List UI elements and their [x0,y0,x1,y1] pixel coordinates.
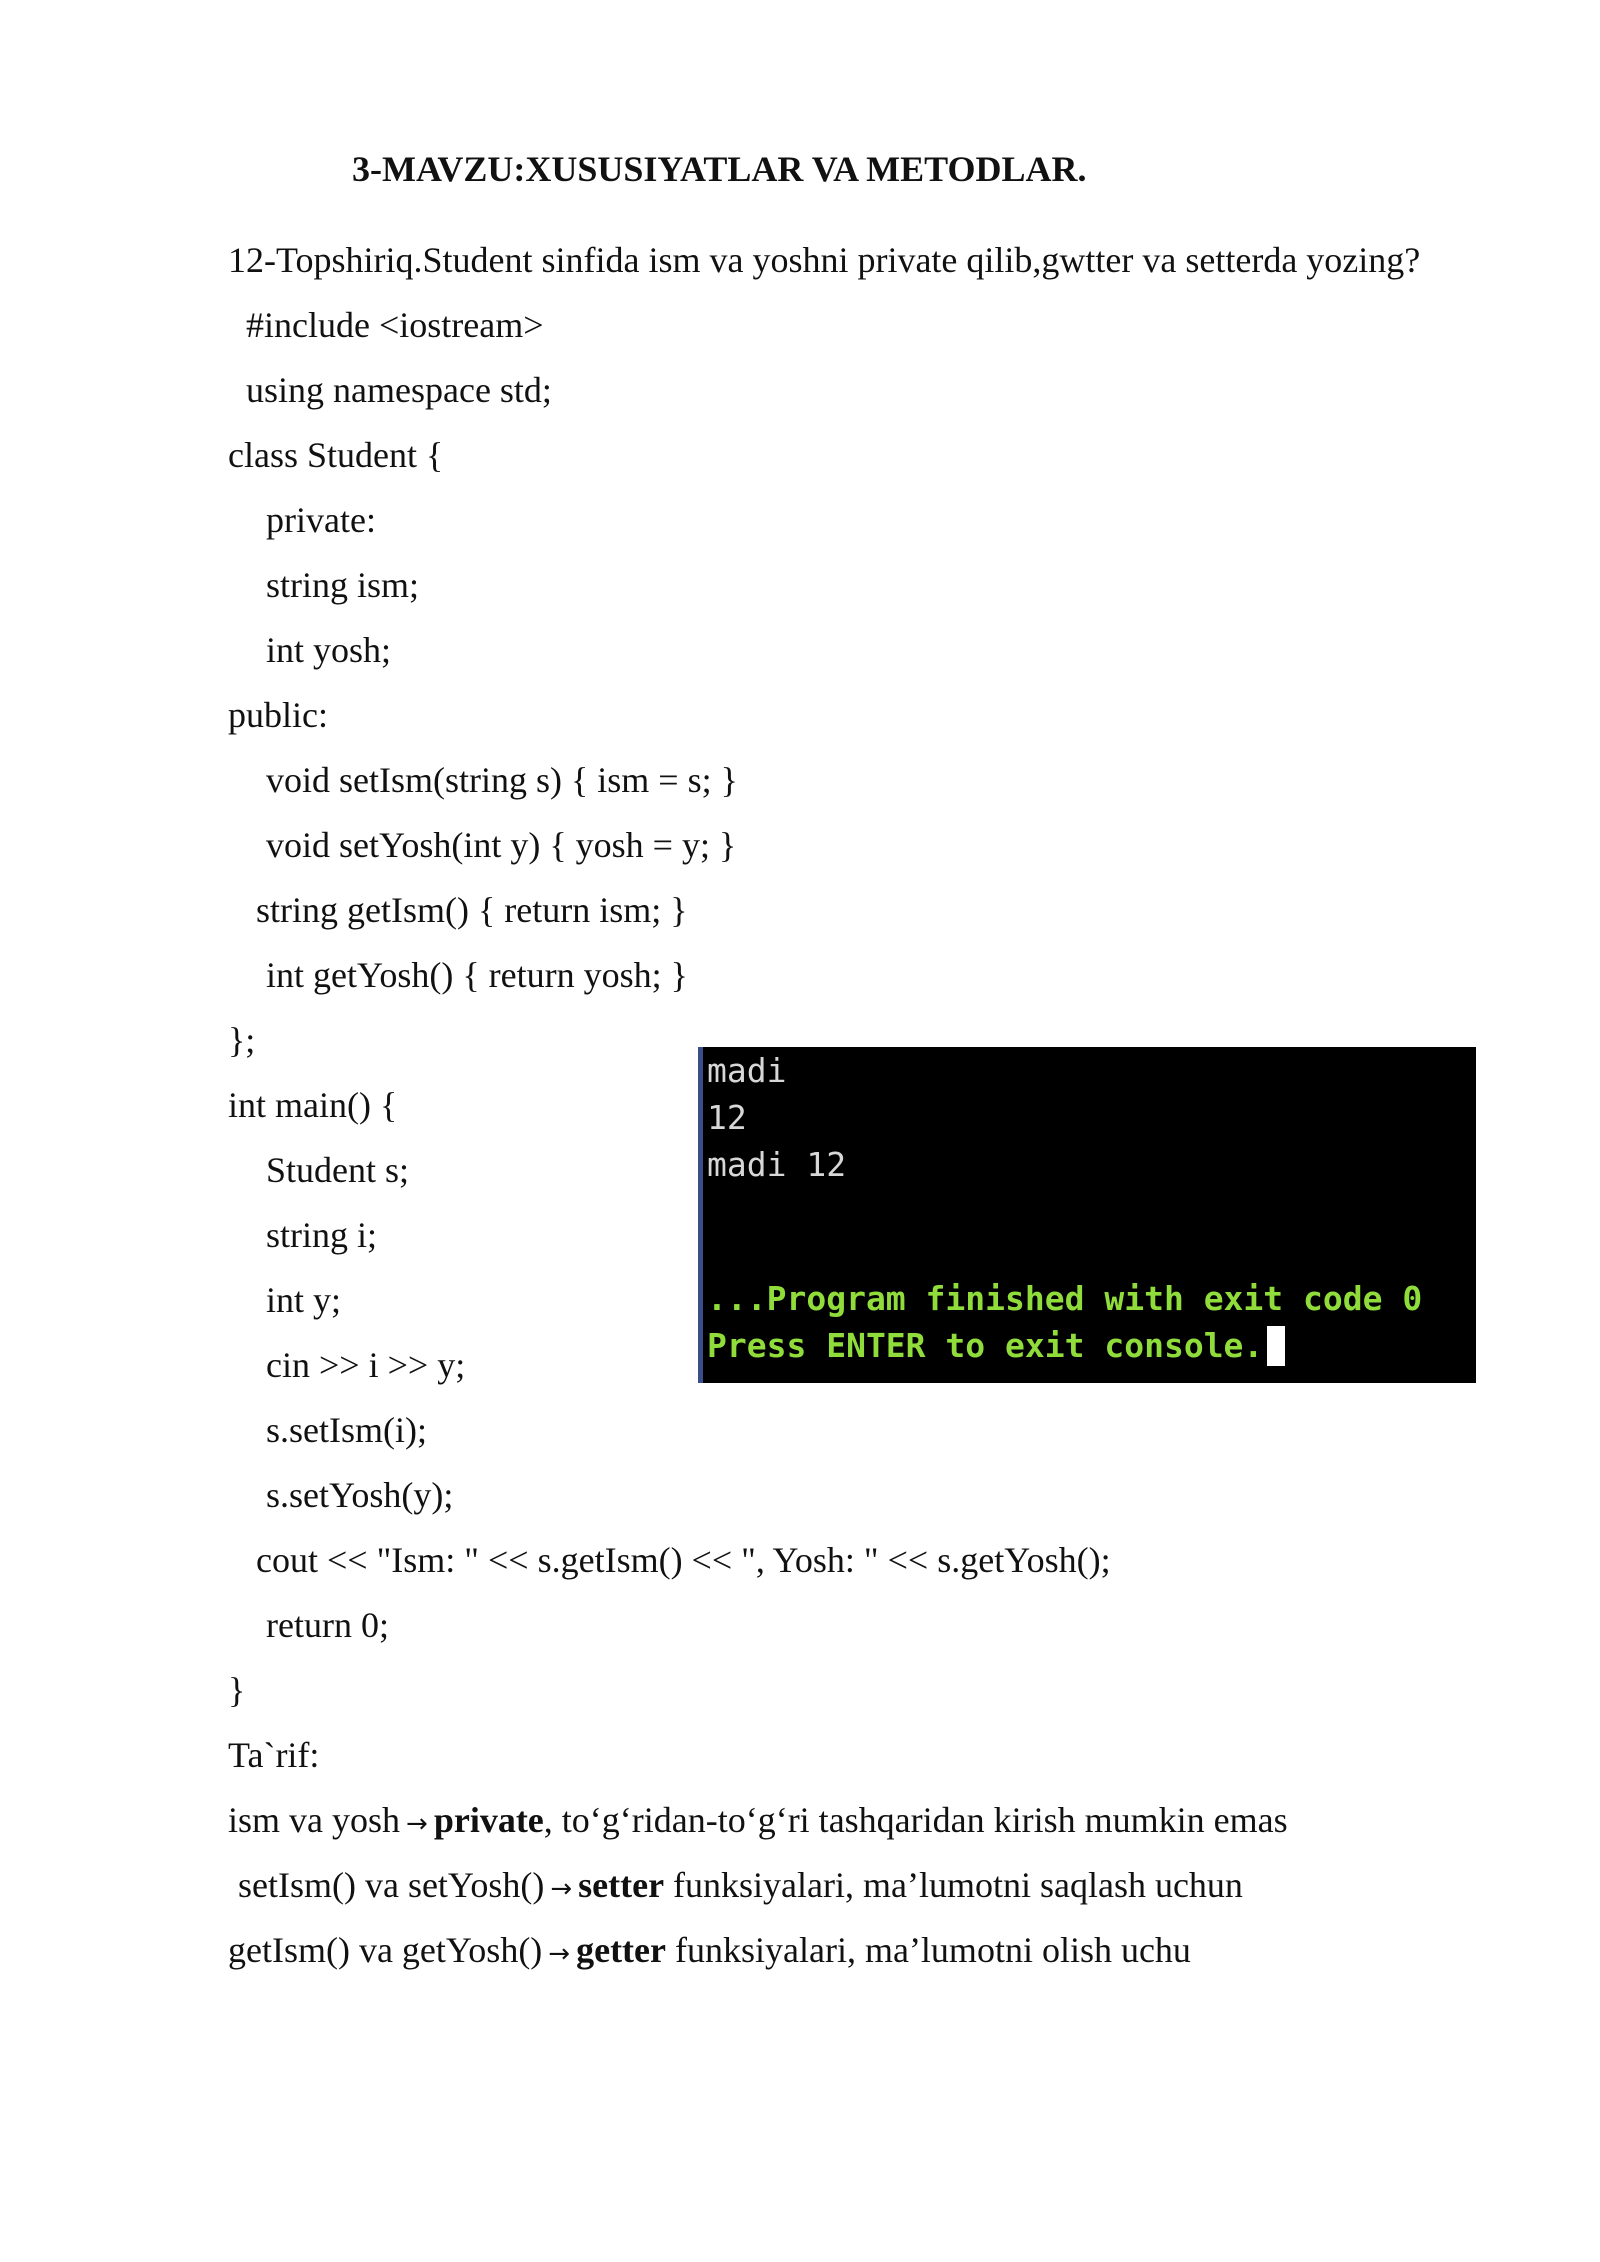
code-line: return 0; [266,1605,389,1645]
console-output-line: 12 [707,1098,747,1137]
definition-term: setIsm() va setYosh() [238,1865,545,1905]
code-line: public: [228,695,328,735]
code-line: using namespace std; [246,370,552,410]
code-line: } [228,1670,246,1710]
arrow-right-icon: → [548,1939,571,1969]
console-output-line: madi [707,1051,787,1090]
code-line: int yosh; [266,630,392,670]
code-line: int y; [266,1280,342,1320]
definition-text: funksiyalari, ma’lumotni olish uchu [666,1930,1191,1970]
console-press-line [707,1326,1285,1366]
task-text: 12-Topshiriq.Student sinfida ism va yoshni private qilib,gwtter va setterda yozing? [228,240,1421,280]
code-line: s.setYosh(y); [266,1475,454,1515]
definition-keyword: setter [578,1865,665,1905]
definition-item [238,1863,1243,1911]
code-line: void setIsm(string s) { ism = s; } [266,760,738,800]
console-finished-line: ...Program finished with exit code 0 [707,1279,1423,1318]
code-line: Student s; [266,1150,410,1190]
code-line: cin >> i >> y; [266,1345,466,1385]
definition-heading: Ta`rif: [228,1735,320,1775]
code-line: void setYosh(int y) { yosh = y; } [266,825,737,865]
definition-keyword: private [433,1800,544,1840]
definition-text: , to‘g‘ridan-to‘g‘ri tashqaridan kirish mumkin emas [543,1800,1288,1840]
definition-term: getIsm() va getYosh() [228,1930,543,1970]
arrow-right-icon: → [406,1809,428,1839]
console-output-line: madi 12 [707,1145,847,1184]
definition-keyword: getter [576,1930,667,1970]
code-line: string ism; [266,565,420,605]
definition-item [228,1928,1191,1976]
arrow-right-icon: → [550,1874,573,1904]
code-line: string getIsm() { return ism; } [256,890,688,930]
code-line: cout << "Ism: " << s.getIsm() << ", Yosh: " << s.getYosh(); [256,1540,1111,1580]
code-line: private: [266,500,376,540]
console-output-screenshot [698,1047,1476,1383]
cursor-icon [1267,1326,1285,1366]
code-line: class Student { [228,435,444,475]
console-press-text: Press ENTER to exit console. [707,1326,1264,1365]
definition-item [228,1798,1288,1846]
definition-text: funksiyalari, ma’lumotni saqlash uchun [664,1865,1243,1905]
code-line: int getYosh() { return yosh; } [266,955,688,995]
code-line: int main() { [228,1085,398,1125]
code-line: #include <iostream> [246,305,544,345]
definition-term: ism va yosh [228,1800,401,1840]
page-title: 3-MAVZU:XUSUSIYATLAR VA METODLAR. [352,149,1087,189]
code-line: s.setIsm(i); [266,1410,427,1450]
code-line: }; [228,1020,256,1060]
code-line: string i; [266,1215,378,1255]
